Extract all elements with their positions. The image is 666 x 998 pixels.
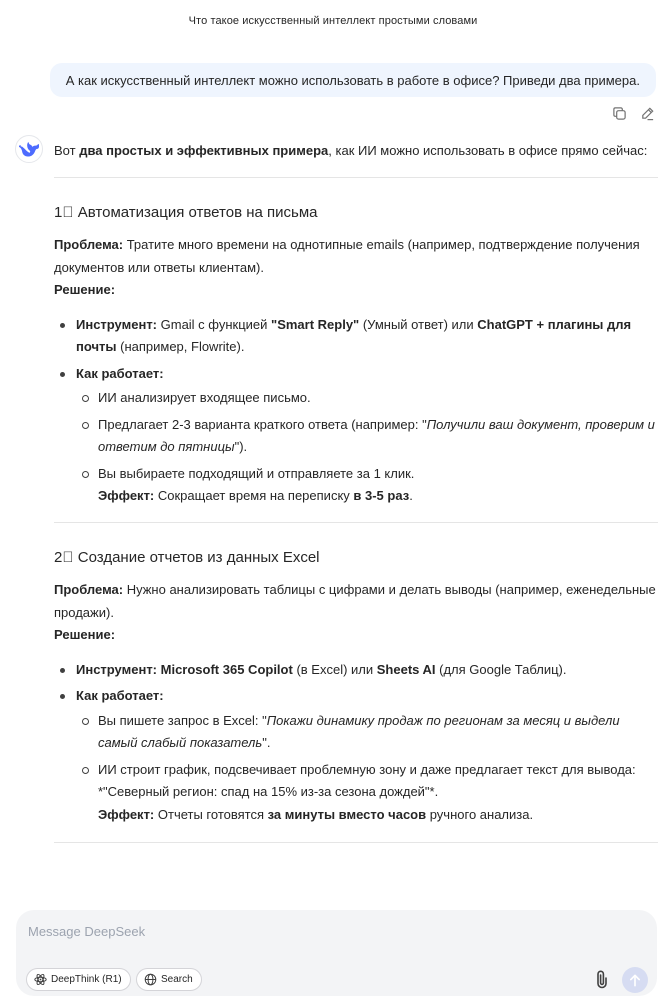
divider [54,177,658,178]
deepseek-whale-icon [19,141,39,157]
send-button[interactable] [622,967,648,993]
user-message-text: А как искусственный интеллект можно использовать в работе в офисе? Приведи два примера. [65,72,640,88]
arrow-up-icon [629,974,641,987]
deepthink-toggle[interactable] [26,968,131,991]
deepthink-label: DeepThink (R1) [51,974,122,985]
message-input[interactable] [28,920,628,942]
solution-label: Решение: [54,282,116,297]
chat-title[interactable]: Что такое искусственный интеллект простыми словами [188,15,478,27]
list-item-step: Вы пишете запрос в Excel: "Покажи динамику продаж по регионам за месяц и выдели самый слабый показатель". [76,710,658,755]
list-item-tool: Инструмент: Gmail с функцией "Smart Reply" (Умный ответ) или ChatGPT + плагины для почты (например, Flowrite). [54,314,658,359]
section-heading: 2⃣ Создание отчетов из данных Excel [54,548,320,566]
list-item-step: ИИ анализирует входящее письмо. [76,387,658,410]
search-toggle[interactable] [136,968,202,991]
top-bar [0,0,666,42]
message-composer [16,910,657,996]
globe-icon [143,973,157,987]
user-message-actions [610,104,656,122]
user-message-bubble [50,63,656,97]
solution-list [54,659,658,827]
divider [54,522,658,523]
problem-text: Проблема: Нужно анализировать таблицы с цифрами и делать выводы (например, еженедельные продажи). [54,582,656,620]
assistant-answer [54,140,658,843]
list-item-tool: Инструмент: Microsoft 365 Copilot (в Excel) или Sheets AI (для Google Таблиц). [54,659,658,682]
divider [54,842,658,843]
section-heading: 1⃣ Автоматизация ответов на письма [54,203,318,221]
atom-icon [33,973,47,987]
solution-list [54,314,658,508]
answer-intro: Вот два простых и эффективных примера, как ИИ можно использовать в офисе прямо сейчас: [54,143,648,158]
steps-list [76,710,658,827]
list-item-how: Как работает: Вы пишете запрос в Excel: "Покажи динамику продаж по регионам за месяц и выдели самый слабый показатель". ИИ строит график, подсвечивает проблемную зону и даже предлагает текст для вывода: *"Северный регион: спад на 15% из-за сезона дождей"*. Эффект: Отчеты готовятся за минуты вместо часов ручного анализа. [54,685,658,826]
assistant-avatar [15,135,43,163]
problem-text: Проблема: Тратите много времени на однотипные emails (например, подтверждение получения документов или ответы клиентам). [54,237,640,275]
steps-list [76,387,658,508]
list-item-step: Предлагает 2-3 варианта краткого ответа (например: "Получили ваш документ, проверим и ответим до пятницы"). [76,414,658,459]
list-item-how: Как работает: ИИ анализирует входящее письмо. Предлагает 2-3 варианта краткого ответа (например: "Получили ваш документ, проверим и ответим до пятницы"). Вы выбираете подходящий и отправляете за 1 клик. Эффект: Сокращает время на переписку в 3-5 раз. [54,363,658,508]
search-label: Search [161,974,193,985]
copy-icon[interactable] [610,104,628,122]
list-item-step: Вы выбираете подходящий и отправляете за 1 клик. Эффект: Сокращает время на переписку в 3-5 раз. [76,463,658,508]
list-item-step: ИИ строит график, подсвечивает проблемную зону и даже предлагает текст для вывода: *"Северный регион: спад на 15% из-за сезона дождей"*. Эффект: Отчеты готовятся за минуты вместо часов ручного анализа. [76,759,658,827]
paperclip-icon[interactable] [591,968,613,990]
solution-label: Решение: [54,627,116,642]
edit-icon[interactable] [638,104,656,122]
